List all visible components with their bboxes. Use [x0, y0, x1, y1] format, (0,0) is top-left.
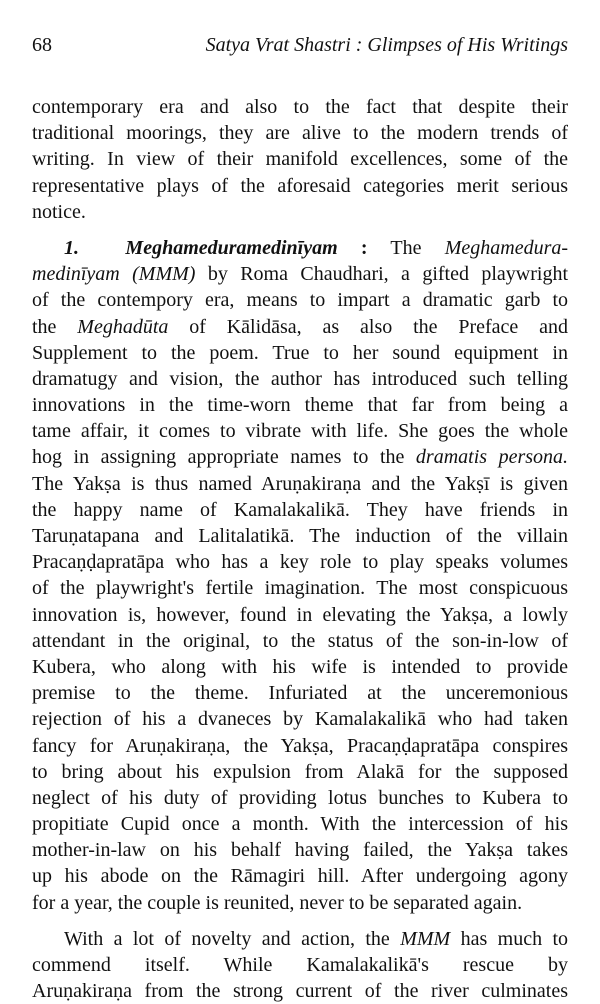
italic-title: medinīyam (MMM) [32, 263, 196, 286]
text-line: of the playwright's fertile imagination. The most conspicuous [32, 577, 568, 600]
paragraph [32, 235, 568, 916]
text-line: contemporary era and also to the fact that despite their [32, 96, 568, 118]
section-number: 1. [64, 236, 79, 259]
text-line: representative plays of the aforesaid categories merit serious [32, 174, 568, 197]
text-line [32, 444, 568, 470]
section-colon: : [360, 236, 368, 259]
text-fragment: hog in assigning appropriate names to the [32, 446, 405, 469]
page-number: 68 [32, 34, 52, 56]
text-line: notice. [32, 200, 86, 223]
text-line: to bring about his expulsion from Alakā for the supposed [32, 760, 568, 783]
text-line: Supplement to the poem. True to her sound equipment in [32, 341, 568, 364]
text-line: premise to the theme. Infuriated at the unceremonious [32, 682, 568, 705]
text-line: Taruṇatapana and Lalitalatikā. The induction of the villain [32, 525, 568, 547]
paragraph [32, 94, 568, 225]
text-line: Kubera, who along with his wife is intended to provide [32, 655, 568, 678]
text-line: the happy name of Kamalakalikā. They have friends in [32, 498, 568, 521]
text-fragment: The [390, 236, 422, 259]
italic-title: Meghamedura- [444, 236, 568, 259]
text-line: mother-in-law on his behalf having failed, the Yakṣa takes [32, 839, 568, 862]
text-line: dramatugy and vision, the author has introduced such telling [32, 367, 568, 390]
text-line: propitiate Cupid once a month. With the intercession of his [32, 813, 568, 836]
text-line: for a year, the couple is reunited, never to be separated again. [32, 891, 523, 914]
text-line: rejection of his a dvaneces by Kamalakalikā who had taken [32, 708, 568, 731]
text-fragment: of Kālidāsa, as also the Preface and [189, 315, 568, 338]
text-line [32, 926, 568, 952]
text-line: tame affair, it comes to vibrate with life. She goes the whole [32, 420, 568, 443]
text-fragment: has much to [460, 927, 568, 950]
body-text [32, 94, 568, 1004]
section-heading-line [32, 235, 568, 261]
italic-title: Meghadūta [77, 315, 169, 338]
text-line: Pracaṇḍapratāpa who has a key role to play speaks volumes [32, 551, 568, 574]
text-line: of the contempory era, means to impart a dramatic garb to [32, 289, 568, 312]
text-line: traditional moorings, they are alive to the modern trends of [32, 122, 568, 145]
running-title: Satya Vrat Shastri : Glimpses of His Writings [205, 34, 568, 56]
italic-abbreviation: MMM [400, 927, 451, 950]
section-title: Meghameduramedinīyam [125, 236, 338, 259]
text-line: commend itself. While Kamalakalikā's rescue by [32, 954, 568, 976]
running-head [32, 34, 568, 62]
text-line: Aruṇakiraṇa from the strong current of the river culminates [32, 980, 568, 1003]
italic-phrase: dramatis persona. [415, 446, 568, 469]
text-fragment: by Roma Chaudhari, a gifted playwright [207, 263, 568, 286]
text-fragment: With a lot of novelty and action, the [64, 927, 390, 950]
text-line: attendant in the original, to the status of the son-in-low of [32, 629, 568, 652]
text-line: The Yakṣa is thus named Aruṇakiraṇa and the Yakṣī is given [32, 472, 568, 495]
text-line: neglect of his duty of providing lotus bunches to Kubera to [32, 786, 568, 809]
text-line: fancy for Aruṇakiraṇa, the Yakṣa, Pracaṇḍapratāpa conspires [32, 734, 568, 757]
text-fragment: the [32, 315, 57, 338]
text-line: writing. In view of their manifold excellences, some of the [32, 148, 568, 171]
text-line [32, 314, 568, 340]
text-line: innovation is, however, found in elevating the Yakṣa, a lowly [32, 603, 568, 626]
paragraph [32, 926, 568, 1004]
text-line: up his abode on the Rāmagiri hill. After undergoing agony [32, 865, 568, 888]
text-line: innovations in the time-worn theme that far from being a [32, 394, 568, 417]
text-line [32, 261, 568, 287]
